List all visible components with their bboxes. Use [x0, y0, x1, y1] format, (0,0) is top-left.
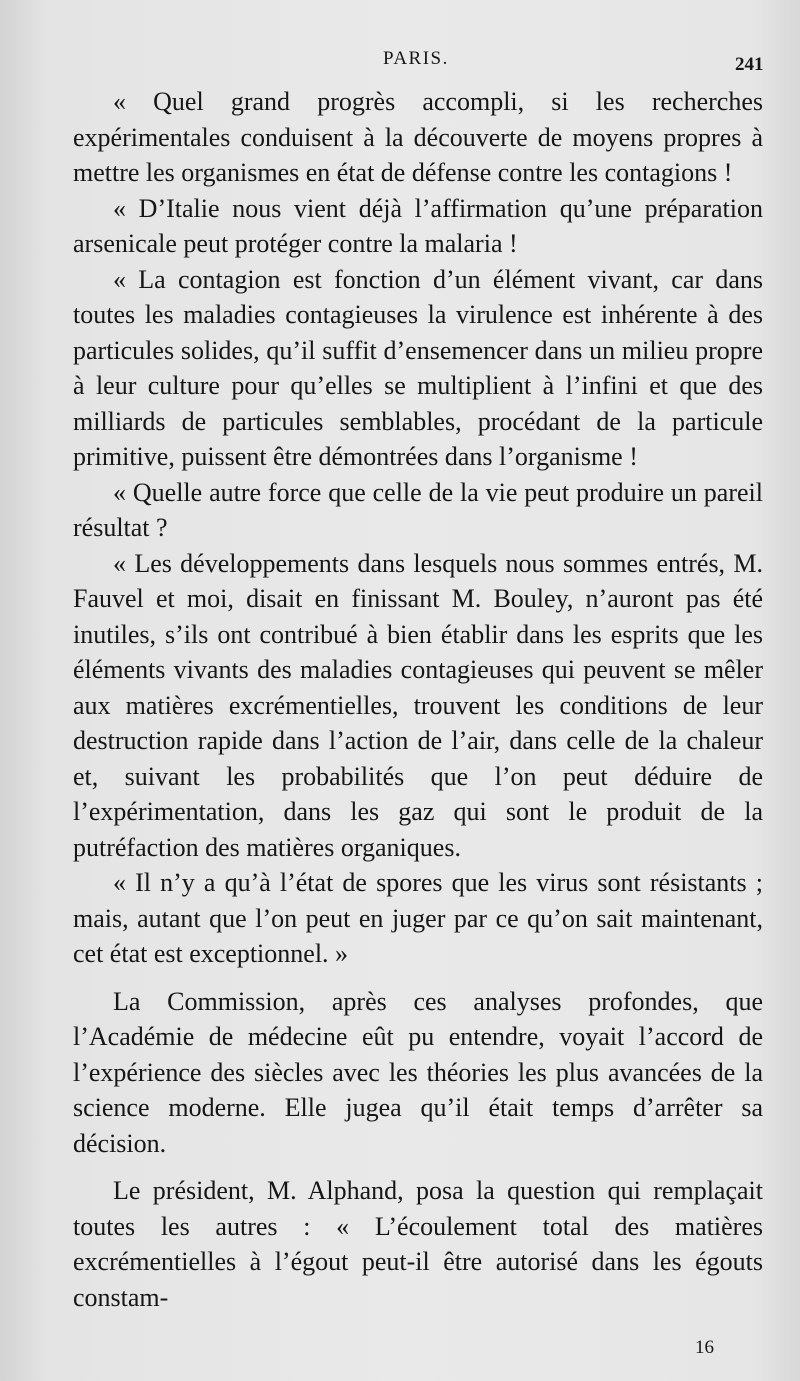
body-text	[73, 84, 763, 1315]
paragraph: « Les développements dans lesquels nous sommes entrés, M. Fauvel et moi, disait en finissant M. Bouley, n’auront pas été inutiles, s’ils ont contribué à bien établir dans les esprits que les éléments vivants des maladies contagieuses qui peuvent se mêler aux matières excrémentielles, trouvent les conditions de leur destruction rapide dans l’action de l’air, dans celle de la chaleur et, suivant les probabilités que l’on peut déduire de l’expérimentation, dans les gaz qui sont le produit de la putréfaction des matières organiques.	[73, 548, 763, 862]
paragraph: « Quelle autre force que celle de la vie peut produire un pareil résultat ?	[73, 477, 763, 542]
signature-mark: 16	[695, 1337, 714, 1358]
running-title: PARIS.	[383, 48, 449, 69]
paragraph: « Il n’y a qu’à l’état de spores que les virus sont résistants ; mais, autant que l’on peut en juger par ce qu’on sait maintenant, cet état est exceptionnel. »	[73, 868, 763, 968]
paragraph: « La contagion est fonction d’un élément vivant, car dans toutes les maladies contagieuses la virulence est inhérente à des particules solides, qu’il suffit d’ensemencer dans un milieu propre à leur culture pour qu’elles se multiplient à l’infini et que des milliards de particules semblables, procédant de la particule primitive, puissent être démontrées dans l’organisme !	[73, 264, 763, 471]
page-number: 241	[735, 54, 764, 75]
running-header	[0, 46, 800, 76]
paragraph: Le président, M. Alphand, posa la question qui remplaçait toutes les autres : « L’écoulement total des matières excrémentielles à l’égout peut-il être autorisé dans les égouts constam-	[73, 1176, 763, 1312]
paragraph: La Commission, après ces analyses profondes, que l’Académie de médecine eût pu entendre, voyait l’accord de l’expérience des siècles avec les théories les plus avancées de la science moderne. Elle jugea qu’il était temps d’arrêter sa décision.	[73, 986, 763, 1158]
paragraph: « Quel grand progrès accompli, si les recherches expérimentales conduisent à la découverte de moyens propres à mettre les organismes en état de défense contre les contagions !	[73, 87, 763, 187]
paragraph: « D’Italie nous vient déjà l’affirmation qu’une préparation arsenicale peut protéger contre la malaria !	[73, 193, 763, 258]
